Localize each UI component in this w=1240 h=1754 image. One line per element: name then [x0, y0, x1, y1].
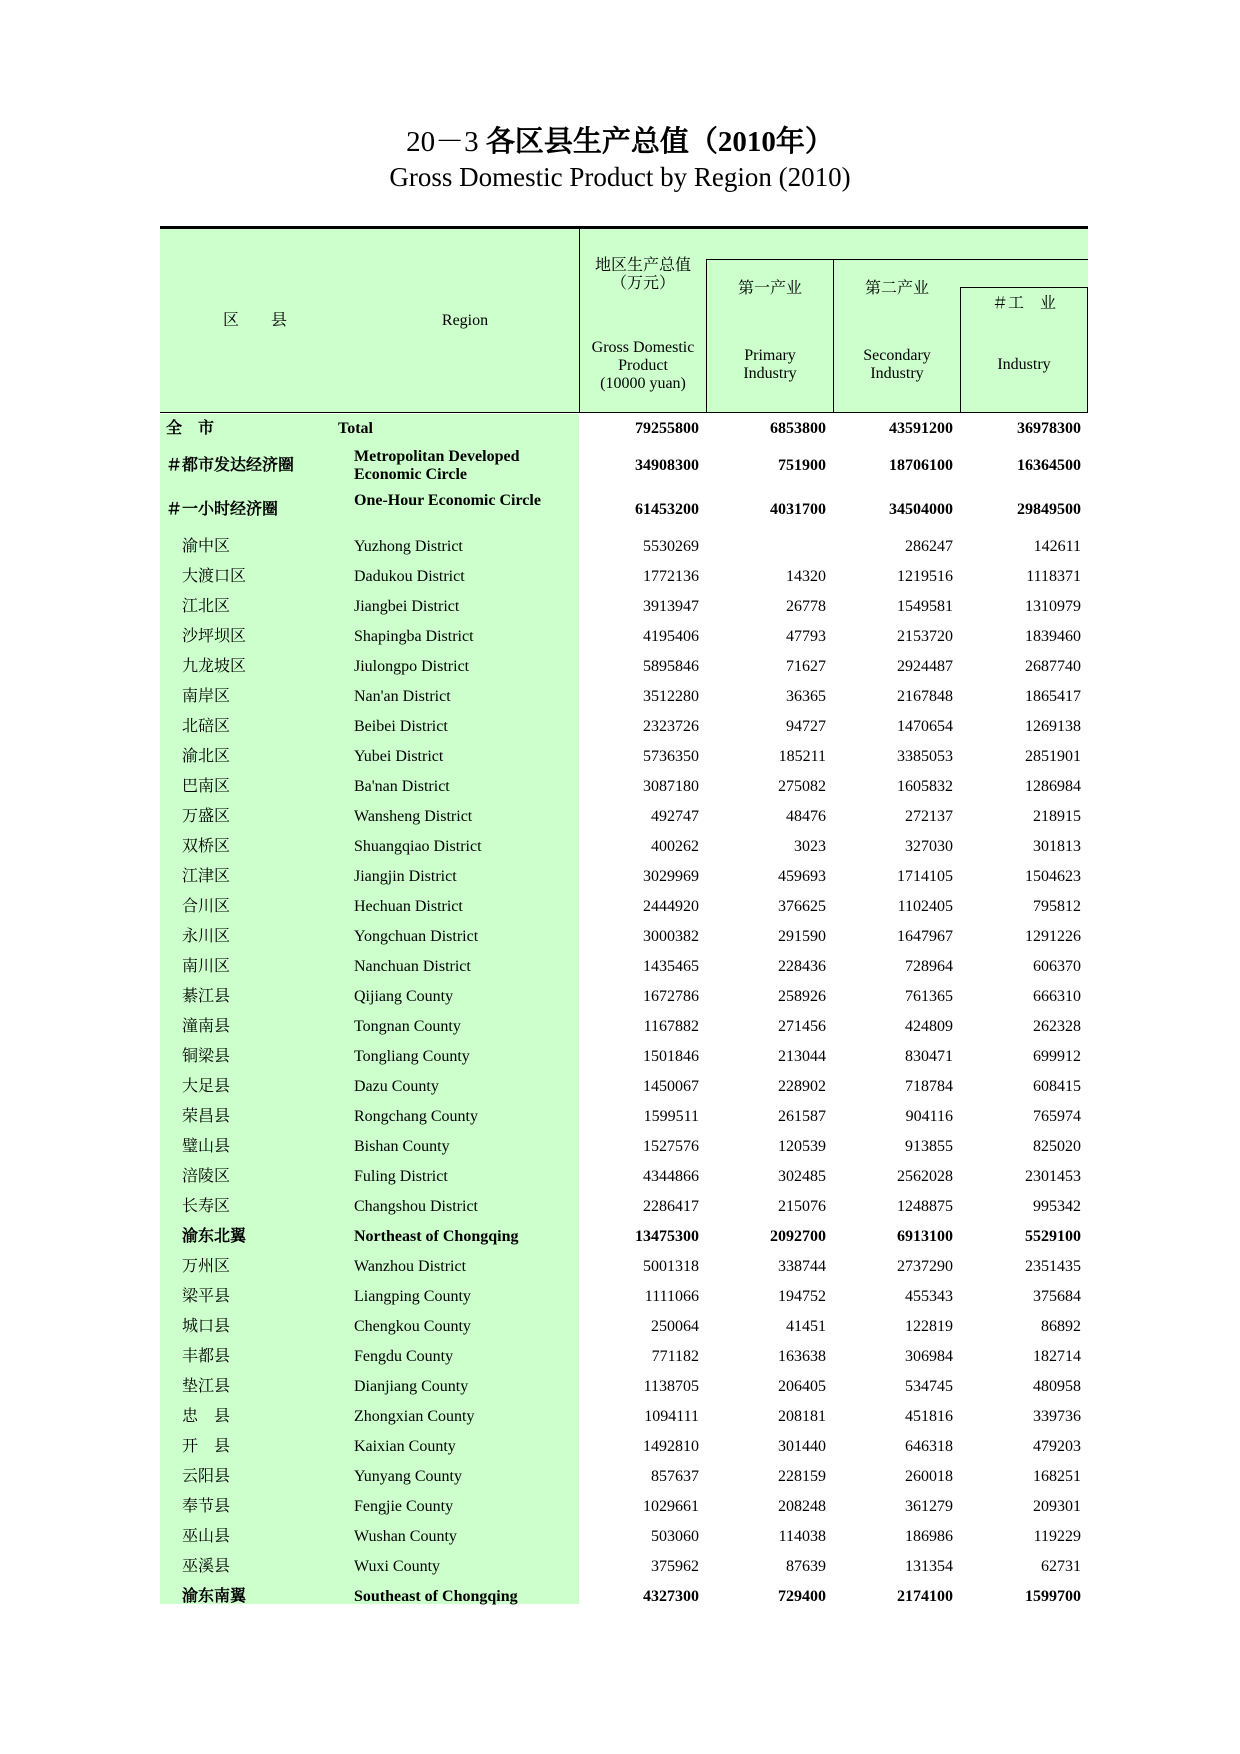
region-name-en: Wuxi County: [354, 1558, 441, 1575]
table-row: [160, 562, 1088, 592]
region-name-zh: 合川区: [182, 898, 231, 915]
industry-value: 1118371: [1026, 568, 1081, 585]
gdp-value: 5895846: [643, 658, 699, 675]
region-name-en: Yongchuan District: [354, 928, 479, 945]
region-name-zh: 永川区: [182, 928, 231, 945]
secondary-value: 761365: [905, 988, 953, 1005]
primary-value: 261587: [778, 1108, 826, 1125]
primary-value: 163638: [778, 1348, 826, 1365]
gdp-value: 3512280: [643, 688, 699, 705]
secondary-value: 1470654: [897, 718, 953, 735]
region-name-zh: 万盛区: [182, 808, 231, 825]
industry-value: 1286984: [1025, 778, 1081, 795]
primary-value: 87639: [786, 1558, 826, 1575]
primary-value: [707, 532, 826, 562]
table-row: [160, 1192, 1088, 1222]
region-name-zh: 九龙坡区: [182, 658, 247, 675]
secondary-value: 2562028: [897, 1168, 953, 1185]
table-row: [160, 1552, 1088, 1582]
gdp-value: 1450067: [643, 1078, 699, 1095]
secondary-value: 2153720: [897, 628, 953, 645]
gdp-value: 375962: [651, 1558, 699, 1575]
secondary-value: 272137: [905, 808, 953, 825]
industry-value: 62731: [1041, 1558, 1081, 1575]
region-name-zh: 南岸区: [182, 688, 231, 705]
primary-value: 185211: [778, 748, 826, 765]
primary-value: 36365: [786, 688, 826, 705]
region-name-zh: 璧山县: [182, 1138, 231, 1155]
gdp-value: 4344866: [643, 1168, 699, 1185]
industry-value: 218915: [1033, 808, 1081, 825]
table-row: [160, 1582, 1088, 1612]
table-row: [160, 682, 1088, 712]
region-name-zh: 双桥区: [182, 838, 231, 855]
primary-value: 228159: [778, 1468, 826, 1485]
secondary-value: 1647967: [897, 928, 953, 945]
primary-value: 228902: [778, 1078, 826, 1095]
secondary-value: 1219516: [897, 568, 953, 585]
primary-value: 338744: [778, 1258, 826, 1275]
secondary-value: 34504000: [889, 501, 953, 518]
primary-value: 301440: [778, 1438, 826, 1455]
region-name-en: Fuling District: [354, 1168, 448, 1185]
table-row: [160, 652, 1088, 682]
region-name-en: Dianjiang County: [354, 1378, 469, 1395]
table-row: [160, 772, 1088, 802]
gdp-value: 61453200: [635, 501, 699, 518]
gdp-value: 5530269: [643, 538, 699, 555]
region-name-en: Zhongxian County: [354, 1408, 475, 1425]
region-name-en: Changshou District: [354, 1198, 478, 1215]
primary-value: 291590: [778, 928, 826, 945]
primary-value: 47793: [786, 628, 826, 645]
industry-value: 182714: [1033, 1348, 1081, 1365]
table-row: [160, 488, 1088, 532]
header-primary-zh: 第一产业: [737, 280, 802, 297]
secondary-value: 534745: [905, 1378, 953, 1395]
region-name-zh: 开 县: [182, 1438, 231, 1455]
region-name-en: Beibei District: [354, 718, 448, 735]
table-row: [160, 922, 1088, 952]
industry-value: 825020: [1033, 1138, 1081, 1155]
primary-value: 2092700: [770, 1228, 826, 1245]
gdp-value: 5736350: [643, 748, 699, 765]
secondary-value: 361279: [905, 1498, 953, 1515]
region-name-en: Wushan County: [354, 1528, 457, 1545]
region-name-en: Qijiang County: [354, 988, 454, 1005]
table-row: [160, 1432, 1088, 1462]
gdp-value: 1435465: [643, 958, 699, 975]
table-row: [160, 802, 1088, 832]
table-row: [160, 982, 1088, 1012]
region-name-en: One-Hour Economic Circle: [354, 492, 541, 509]
industry-value: 765974: [1033, 1108, 1081, 1125]
table-row: [160, 1492, 1088, 1522]
table-row: [160, 444, 1088, 488]
secondary-value: 2174100: [897, 1588, 953, 1605]
industry-value: 608415: [1033, 1078, 1081, 1095]
region-name-en: Liangping County: [354, 1288, 471, 1305]
region-name-en: Bishan County: [354, 1138, 450, 1155]
gdp-value: 34908300: [635, 457, 699, 474]
table-row: [160, 1012, 1088, 1042]
region-name-zh: 渝东南翼: [182, 1588, 247, 1605]
secondary-value: 728964: [905, 958, 953, 975]
region-name-zh: 垫江县: [182, 1378, 231, 1395]
primary-value: 208181: [778, 1408, 826, 1425]
region-name-en: Ba'nan District: [354, 778, 450, 795]
primary-value: 302485: [778, 1168, 826, 1185]
table-row: [160, 1342, 1088, 1372]
industry-value: 1599700: [1025, 1588, 1081, 1605]
region-name-zh: 铜梁县: [182, 1048, 231, 1065]
region-name-zh: 渝中区: [182, 538, 231, 555]
title-chinese-main: 各区县生产总值（2010年）: [485, 126, 834, 158]
secondary-value: 18706100: [889, 457, 953, 474]
gdp-value: 400262: [651, 838, 699, 855]
secondary-value: 327030: [905, 838, 953, 855]
primary-value: 376625: [778, 898, 826, 915]
table-row: [160, 1282, 1088, 1312]
table-row: [160, 532, 1088, 562]
industry-value: 795812: [1033, 898, 1081, 915]
primary-value: 4031700: [770, 501, 826, 518]
industry-value: 1269138: [1025, 718, 1081, 735]
table-row: [160, 1222, 1088, 1252]
header-industry-zh: ＃工 业: [991, 295, 1056, 312]
secondary-value: 1714105: [897, 868, 953, 885]
region-name-zh: 大渡口区: [182, 568, 247, 585]
table-row: [160, 622, 1088, 652]
region-name-en: Nan'an District: [354, 688, 451, 705]
industry-value: 699912: [1033, 1048, 1081, 1065]
primary-value: 751900: [778, 457, 826, 474]
header-region-en: Region: [441, 312, 489, 329]
region-name-zh: 渝东北翼: [182, 1228, 247, 1245]
gdp-value: 1167882: [643, 1018, 699, 1035]
secondary-value: 718784: [905, 1078, 953, 1095]
industry-value: 2851901: [1025, 748, 1081, 765]
gdp-value: 3087180: [643, 778, 699, 795]
region-name-zh: 渝北区: [182, 748, 231, 765]
primary-value: 14320: [786, 568, 826, 585]
secondary-value: 451816: [905, 1408, 953, 1425]
industry-value: 301813: [1033, 838, 1081, 855]
industry-value: 5529100: [1025, 1228, 1081, 1245]
primary-value: 206405: [778, 1378, 826, 1395]
primary-value: 194752: [778, 1288, 826, 1305]
gdp-value: 3000382: [643, 928, 699, 945]
industry-value: 480958: [1033, 1378, 1081, 1395]
gdp-value: 771182: [651, 1348, 699, 1365]
table-row: [160, 1252, 1088, 1282]
gdp-value: 79255800: [635, 420, 699, 437]
region-name-en: Jiangbei District: [354, 598, 460, 615]
gdp-value: 13475300: [635, 1228, 699, 1245]
header-divider: [1087, 287, 1088, 413]
gdp-value: 1111066: [644, 1288, 699, 1305]
region-name-en: Shuangqiao District: [354, 838, 482, 855]
header-primary-en: Primary Industry: [743, 347, 797, 382]
primary-value: 213044: [778, 1048, 826, 1065]
header-industry-en: Industry: [997, 356, 1051, 373]
industry-value: 209301: [1033, 1498, 1081, 1515]
primary-value: 6853800: [770, 420, 826, 437]
industry-value: 168251: [1033, 1468, 1081, 1485]
primary-value: 208248: [778, 1498, 826, 1515]
gdp-value: 2444920: [643, 898, 699, 915]
region-name-zh: 綦江县: [182, 988, 231, 1005]
header-rule: [706, 259, 1088, 260]
table-row: [160, 592, 1088, 622]
secondary-value: 286247: [905, 538, 953, 555]
industry-value: 36978300: [1017, 420, 1081, 437]
industry-value: 1865417: [1025, 688, 1081, 705]
gdp-value: 2286417: [643, 1198, 699, 1215]
table-row: [160, 892, 1088, 922]
region-name-zh: 奉节县: [182, 1498, 231, 1515]
primary-value: 3023: [794, 838, 826, 855]
gdp-value: 1029661: [643, 1498, 699, 1515]
region-name-en: Shapingba District: [354, 628, 474, 645]
region-name-zh: 巫山县: [182, 1528, 231, 1545]
secondary-value: 424809: [905, 1018, 953, 1035]
industry-value: 479203: [1033, 1438, 1081, 1455]
secondary-value: 455343: [905, 1288, 953, 1305]
header-rule: [960, 287, 1088, 288]
region-name-zh: 梁平县: [182, 1288, 231, 1305]
primary-value: 228436: [778, 958, 826, 975]
primary-value: 94727: [786, 718, 826, 735]
industry-value: 339736: [1033, 1408, 1081, 1425]
region-name-zh: 沙坪坝区: [182, 628, 247, 645]
primary-value: 114038: [778, 1528, 826, 1545]
region-name-en: Dazu County: [354, 1078, 439, 1095]
region-name-zh: 丰都县: [182, 1348, 231, 1365]
primary-value: 258926: [778, 988, 826, 1005]
region-name-en: Fengdu County: [354, 1348, 454, 1365]
region-name-zh: 万州区: [182, 1258, 231, 1275]
primary-value: 26778: [786, 598, 826, 615]
region-name-en: Wansheng District: [354, 808, 473, 825]
gdp-value: 2323726: [643, 718, 699, 735]
gdp-value: 1527576: [643, 1138, 699, 1155]
region-name-zh: 涪陵区: [182, 1168, 231, 1185]
gdp-value: 3913947: [643, 598, 699, 615]
industry-value: 666310: [1033, 988, 1081, 1005]
industry-value: 1504623: [1025, 868, 1081, 885]
table-header: [160, 229, 1088, 413]
industry-value: 1291226: [1025, 928, 1081, 945]
header-secondary-en: Secondary Industry: [863, 347, 931, 382]
table-row: [160, 1102, 1088, 1132]
primary-value: 215076: [778, 1198, 826, 1215]
primary-value: 275082: [778, 778, 826, 795]
industry-value: 262328: [1033, 1018, 1081, 1035]
header-region-zh: 区 县: [222, 312, 287, 329]
gdp-value: 4195406: [643, 628, 699, 645]
table-row: [160, 832, 1088, 862]
region-name-zh: 北碚区: [182, 718, 231, 735]
secondary-value: 646318: [905, 1438, 953, 1455]
secondary-value: 1248875: [897, 1198, 953, 1215]
industry-value: 86892: [1041, 1318, 1081, 1335]
table-row: [160, 414, 1088, 444]
primary-value: 120539: [778, 1138, 826, 1155]
industry-value: 2351435: [1025, 1258, 1081, 1275]
gdp-value: 1492810: [643, 1438, 699, 1455]
secondary-value: 830471: [905, 1048, 953, 1065]
region-name-en: Chengkou County: [354, 1318, 471, 1335]
gdp-value: 1599511: [643, 1108, 699, 1125]
industry-value: 142611: [1033, 538, 1081, 555]
region-name-zh: 忠 县: [182, 1408, 231, 1425]
table-row: [160, 1042, 1088, 1072]
industry-value: 1839460: [1025, 628, 1081, 645]
region-name-en: Jiangjin District: [354, 868, 457, 885]
gdp-value: 1094111: [644, 1408, 699, 1425]
table-row: [160, 1372, 1088, 1402]
region-name-en: Yuzhong District: [354, 538, 463, 555]
region-name-zh: 云阳县: [182, 1468, 231, 1485]
table-row: [160, 712, 1088, 742]
gdp-value: 5001318: [643, 1258, 699, 1275]
primary-value: 459693: [778, 868, 826, 885]
table-row: [160, 742, 1088, 772]
secondary-value: 122819: [905, 1318, 953, 1335]
secondary-value: 904116: [905, 1108, 953, 1125]
gdp-value: 492747: [651, 808, 699, 825]
region-name-en: Northeast of Chongqing: [354, 1228, 519, 1245]
gdp-value: 503060: [651, 1528, 699, 1545]
industry-value: 1310979: [1025, 598, 1081, 615]
gdp-value: 1672786: [643, 988, 699, 1005]
region-name-zh: ＃都市发达经济圈: [166, 457, 295, 474]
header-gdp-zh: 地区生产总值 （万元）: [594, 257, 691, 292]
secondary-value: 131354: [905, 1558, 953, 1575]
industry-value: 995342: [1033, 1198, 1081, 1215]
secondary-value: 913855: [905, 1138, 953, 1155]
industry-value: 2687740: [1025, 658, 1081, 675]
industry-value: 16364500: [1017, 457, 1081, 474]
table-row: [160, 1162, 1088, 1192]
industry-value: 29849500: [1017, 501, 1081, 518]
secondary-value: 2737290: [897, 1258, 953, 1275]
region-name-en: Fengjie County: [354, 1498, 454, 1515]
region-name-en: Southeast of Chongqing: [354, 1588, 518, 1605]
secondary-value: 2924487: [897, 658, 953, 675]
gdp-value: 3029969: [643, 868, 699, 885]
region-name-zh: ＃一小时经济圈: [166, 501, 279, 518]
secondary-value: 1102405: [897, 898, 953, 915]
industry-value: 606370: [1033, 958, 1081, 975]
gdp-value: 1501846: [643, 1048, 699, 1065]
gdp-value: 1772136: [643, 568, 699, 585]
industry-value: 375684: [1033, 1288, 1081, 1305]
primary-value: 48476: [786, 808, 826, 825]
secondary-value: 1605832: [897, 778, 953, 795]
region-name-zh: 南川区: [182, 958, 231, 975]
header-secondary-zh: 第二产业: [864, 280, 929, 297]
industry-value: 2301453: [1025, 1168, 1081, 1185]
secondary-value: 3385053: [897, 748, 953, 765]
table-row: [160, 1132, 1088, 1162]
secondary-value: 260018: [905, 1468, 953, 1485]
secondary-value: 1549581: [897, 598, 953, 615]
primary-value: 71627: [786, 658, 826, 675]
secondary-value: 306984: [905, 1348, 953, 1365]
region-name-zh: 全 市: [166, 420, 215, 437]
region-name-zh: 江津区: [182, 868, 231, 885]
region-name-en: Wanzhou District: [354, 1258, 467, 1275]
page-title-chinese: [0, 124, 1240, 160]
gdp-value: 4327300: [643, 1588, 699, 1605]
region-name-en: Tongnan County: [354, 1018, 461, 1035]
region-name-en: Yunyang County: [354, 1468, 462, 1485]
region-name-zh: 城口县: [182, 1318, 231, 1335]
region-name-en: Kaixian County: [354, 1438, 456, 1455]
region-name-en: Metropolitan Developed Economic Circle: [354, 448, 520, 483]
table-row: [160, 1522, 1088, 1552]
gdp-value: 1138705: [643, 1378, 699, 1395]
secondary-value: 6913100: [897, 1228, 953, 1245]
table-row: [160, 862, 1088, 892]
region-name-en: Nanchuan District: [354, 958, 471, 975]
region-name-zh: 大足县: [182, 1078, 231, 1095]
primary-value: 271456: [778, 1018, 826, 1035]
region-name-en: Yubei District: [354, 748, 444, 765]
secondary-value: 43591200: [889, 420, 953, 437]
region-name-en: Hechuan District: [354, 898, 463, 915]
region-name-zh: 荣昌县: [182, 1108, 231, 1125]
region-name-zh: 巫溪县: [182, 1558, 231, 1575]
header-bottom-rule: [160, 412, 1088, 413]
table-row: [160, 952, 1088, 982]
region-name-zh: 潼南县: [182, 1018, 231, 1035]
header-gdp-en: Gross Domestic Product (10000 yuan): [591, 339, 695, 392]
region-name-en: Dadukou District: [354, 568, 465, 585]
table-row: [160, 1402, 1088, 1432]
region-name-zh: 江北区: [182, 598, 231, 615]
industry-value: 119229: [1033, 1528, 1081, 1545]
table-number: 20－3: [406, 126, 479, 158]
secondary-value: 186986: [905, 1528, 953, 1545]
primary-value: 729400: [778, 1588, 826, 1605]
gdp-value: 250064: [651, 1318, 699, 1335]
table-row: [160, 1072, 1088, 1102]
secondary-value: 2167848: [897, 688, 953, 705]
table-row: [160, 1312, 1088, 1342]
region-name-en: Total: [338, 420, 373, 437]
table-row: [160, 1462, 1088, 1492]
region-name-zh: 长寿区: [182, 1198, 231, 1215]
gdp-value: 857637: [651, 1468, 699, 1485]
page-title-english: Gross Domestic Product by Region (2010): [389, 162, 851, 192]
region-name-en: Tongliang County: [354, 1048, 470, 1065]
region-name-en: Rongchang County: [354, 1108, 478, 1125]
primary-value: 41451: [786, 1318, 826, 1335]
region-name-zh: 巴南区: [182, 778, 231, 795]
region-name-en: Jiulongpo District: [354, 658, 470, 675]
